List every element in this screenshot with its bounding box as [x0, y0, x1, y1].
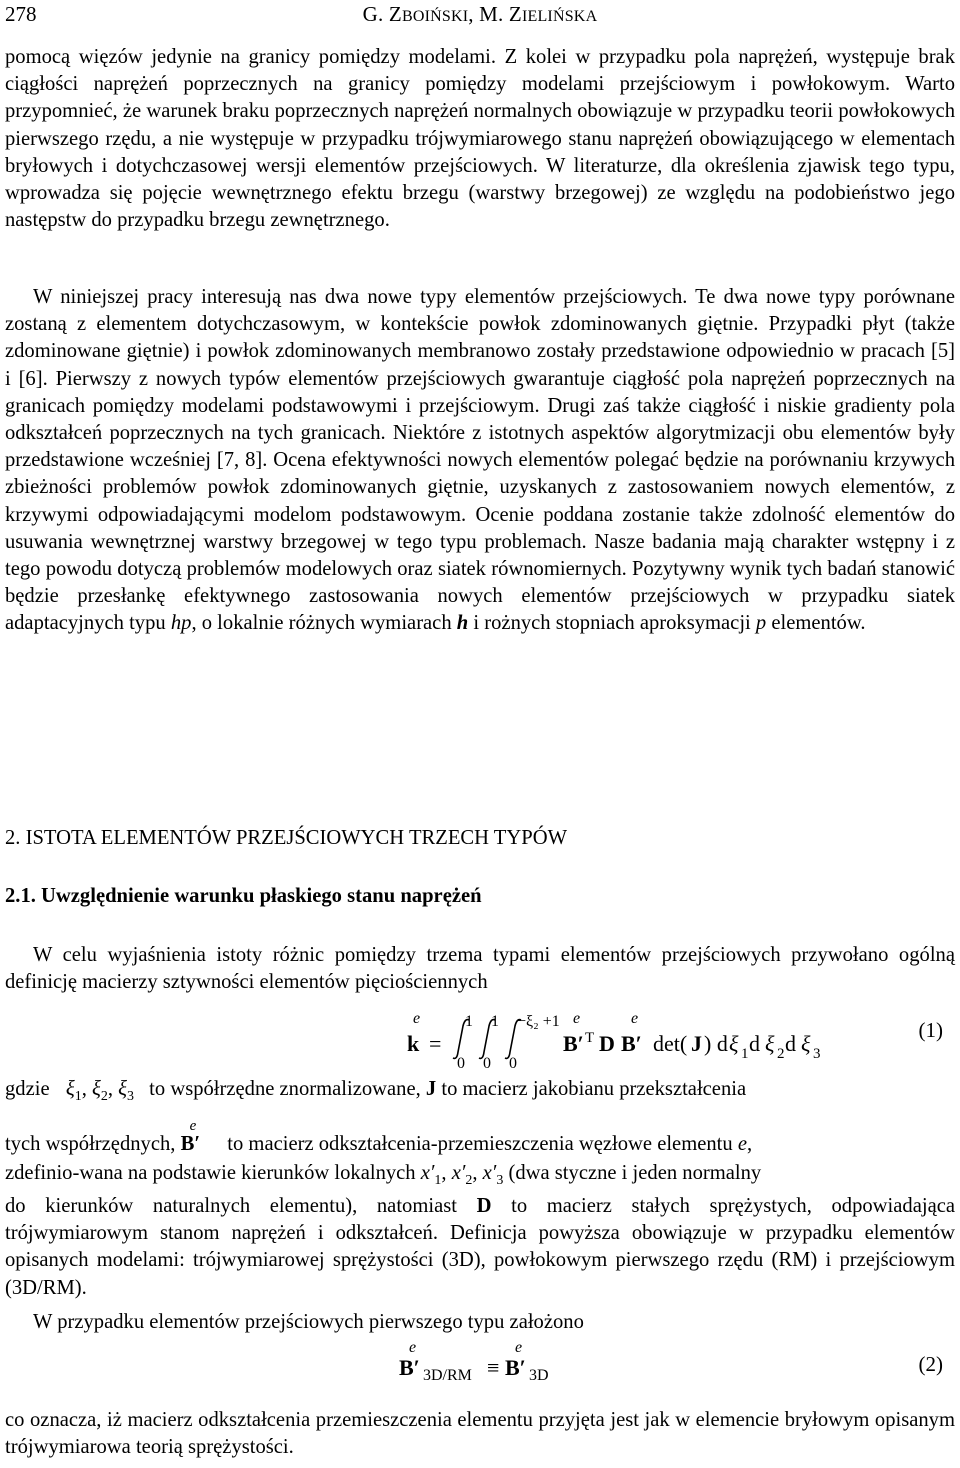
x3: x′ [482, 1162, 497, 1184]
p4-line2-a: tych współrzędnych, [5, 1133, 181, 1155]
eq1-D: D [599, 1031, 615, 1056]
p4-D: D [476, 1195, 492, 1217]
eq2-B-right: B′ [505, 1355, 526, 1380]
p-symbol: p [755, 612, 767, 635]
p4-text-b: to macierz jakobianu przekształcenia [436, 1078, 747, 1100]
eq1-upper-2: 1 [491, 1013, 499, 1030]
p4-text-a: to współrzędne znormalizowane, [144, 1078, 426, 1100]
eq1-xi2: ξ [765, 1031, 775, 1056]
equation-1-body [5, 1006, 805, 1076]
eq1-d2: d [749, 1031, 760, 1056]
paragraph-2-text: W niniejszej pracy interesują nas dwa nowe typy elementów przejściowych. Te dwa nowe typy porównane zostaną z elementem dotychczasowym, w kontekście powłok zdominowanych giętnie. Przypadki płyt (także zdominowane giętnie) i powłok zdominowanych membranowo zostały przedstawione odpowiednio w pracach [5] i [6]. Pierwszy z nowych typów elementów przejściowych gwarantuje ciągłość pola naprężeń poprzecznych na granicach pomiędzy modelami podstawowymi i przejściowym. Drugi zaś także ciągłość i niskie gradienty pola odkształceń poprzecznych na tych granicach. Niektóre z istotnych aspektów algorytmizacji obu elementów były przedstawione wcześniej [7, 8]. Ocena efektywności nowych elementów polegać będzie na porównaniu krzywych zbieżności problemów powłok zdominowanych giętnie, uzyskanych z zastosowaniem nowych elementów, z krzywymi odpowiadającymi modelom podstawowym. Ocenie poddana zostanie także zdolność elementów do usuwania wewnętrznej warstwy brzegowej w tego typu problemach. Nasze badania mają charakter wstępny i z tego powodu dotyczą problemów modelowych oraz siatek równomiernych. Pozytywny wynik tych badań stanowić będzie przesłankę efektywnego zastosowania nowych elementów przejściowych w przypadku siatek adaptacyjnych typu [5, 286, 955, 635]
eq1-d3: d [785, 1031, 796, 1056]
eq1-xi1: ξ [729, 1031, 739, 1056]
eq1-upper-3: −ξ₂ +1 [517, 1013, 560, 1030]
eq1-B-superscript: e [573, 1010, 581, 1027]
equation-2-number: (2) [918, 1352, 943, 1376]
eq2-B-right-superscript: e [515, 1340, 523, 1356]
p4-line3-b: (dwa styczne i jeden normalny [508, 1162, 762, 1184]
eq1-sub1: 1 [741, 1046, 749, 1062]
author-1-surname: BOIŃSKI [401, 8, 469, 25]
equation-1-number: (1) [918, 1018, 943, 1042]
hp-term: hp [170, 612, 192, 635]
eq1-det: det( [653, 1031, 688, 1056]
eq1-lower-2: 0 [483, 1055, 491, 1072]
subsection-heading: 2.1. Uwzględnienie warunku płaskiego stanu naprężeń [5, 885, 482, 907]
paragraph-2-end: elementów. [766, 612, 866, 635]
author-1-initial: G. Z [362, 2, 402, 26]
eq1-B: B′ [621, 1031, 642, 1056]
p4-B-superscript: e [189, 1118, 197, 1134]
x1: x′ [420, 1162, 435, 1184]
eq2-equiv: ≡ [487, 1355, 500, 1380]
xi1: ξ [65, 1078, 75, 1100]
eq1-xi3: ξ [801, 1031, 811, 1056]
equation-2 [5, 1340, 955, 1390]
h-symbol: h [456, 612, 469, 635]
paragraph-4-line-3: zdefinio-wana na podstawie kierunków lokalnych $x'_1$, $x'_2$, $x'_3$ (dwa styczne i jeden normalny [5, 1162, 762, 1189]
p4-J: J [425, 1078, 437, 1100]
eq1-k-superscript: e [413, 1010, 421, 1027]
paragraph-2-mid: , o lokalnie różnych wymiarach [191, 612, 457, 635]
eq1-T: T [585, 1030, 595, 1046]
eq2-sub-left: 3D/RM [423, 1367, 472, 1384]
paragraph-4-line-2 [5, 1118, 955, 1158]
eq1-det-close: ) d [704, 1031, 728, 1056]
eq1-k: k [407, 1031, 420, 1056]
section-heading: 2. ISTOTA ELEMENTÓW PRZEJŚCIOWYCH TRZECH TYPÓW [5, 827, 568, 849]
eq2-B-left-superscript: e [409, 1340, 417, 1356]
paragraph-2 [5, 284, 955, 638]
eq2-sub-right: 3D [529, 1367, 549, 1384]
paragraph-4-rest [5, 1193, 955, 1302]
equation-1 [5, 1006, 955, 1076]
paragraph-4-line-1: gdzie $\xi_1$, $\xi_2$, $\xi_3$ to współrzędne znormalizowane, J to macierz jakobianu przekształcenia [5, 1078, 747, 1105]
x2: x′ [451, 1162, 466, 1184]
p4-line2-b: to macierz odkształcenia-przemieszczenia węzłowe elementu [222, 1133, 738, 1155]
eq1-B2-superscript: e [631, 1010, 639, 1027]
eq1-equals: = [429, 1031, 442, 1056]
xi3: ξ [118, 1078, 127, 1100]
gdzie-word: gdzie [5, 1078, 50, 1100]
page-number: 278 [5, 2, 37, 26]
eq1-sub3: 3 [813, 1046, 821, 1062]
p4-rest-b: to macierz stałych sprężystych, odpowiadająca trójwymiarowym stanom naprężeń i odkształceń. Definicja powyższa obowiązuje w przypadku elementów opisanych modelami: trójwymiarowej sprężystości (3D), powłokowym pierwszego rzędu (RM) i przejściowym (3D/RM). [5, 1195, 955, 1299]
eq2-B-left: B′ [399, 1355, 420, 1380]
running-head-authors [5, 2, 955, 27]
page-header [5, 2, 955, 32]
author-2-surname: IELIŃSKA [521, 8, 598, 25]
p4-rest-a: do kierunków naturalnych elementu), natomiast [5, 1195, 477, 1217]
paragraph-2-mid2: i rożnych stopniach aproksymacji [468, 612, 756, 635]
eq1-lower-1: 0 [457, 1055, 465, 1072]
p4-e: e [737, 1133, 747, 1155]
paragraph-6: co oznacza, iż macierz odkształcenia przemieszczenia elementu przyjęta jest jak w elemencie bryłowym opisanym trójwymiarowa teorią sprężystości. [5, 1409, 955, 1459]
xi2: ξ [92, 1078, 101, 1100]
p4-line3-a: zdefinio-wana na podstawie kierunków lokalnych [5, 1162, 421, 1184]
p4-B: B′ [180, 1133, 201, 1155]
equation-1-tail [801, 1006, 861, 1076]
p4-line2-c: , [746, 1133, 753, 1155]
equation-2-body [5, 1340, 705, 1390]
paragraph-5: W przypadku elementów przejściowych pierwszego typu założono [33, 1311, 584, 1333]
eq1-sub2: 2 [777, 1046, 785, 1062]
eq1-upper-1: 1 [465, 1013, 473, 1030]
eq1-lower-3: 0 [509, 1055, 517, 1072]
author-2-initial: , M. Z [468, 2, 522, 26]
paragraph-1: pomocą więzów jedynie na granicy pomiędzy modelami. Z kolei w przypadku pola naprężeń, występuje brak ciągłości naprężeń poprzecznych na granicy pomiędzy modelami przejściowym i powłokowym. Warto przypomnieć, że warunek braku poprzecznych naprężeń normalnych obowiązuje w przypadku teorii powłokowych pierwszego rzędu, a nie występuje w przypadku trójwymiarowego stanu naprężeń obowiązującego w elementach bryłowych i dotychczasowej wersji elementów przejściowych. W literaturze, dla określenia zjawisk tego typu, wprowadza się pojęcie wewnętrznego efektu brzegu (warstwy brzegowej) ze względu na podobieństwo jego następstw do przypadku brzegu zewnętrznego. [5, 46, 955, 232]
paragraph-3: W celu wyjaśnienia istoty różnic pomiędzy trzema typami elementów przejściowych przywołano ogólną definicję macierzy sztywności elementów pięciościennych [5, 944, 955, 994]
eq1-J: J [691, 1031, 702, 1056]
eq1-B-transpose: B′ [563, 1031, 584, 1056]
